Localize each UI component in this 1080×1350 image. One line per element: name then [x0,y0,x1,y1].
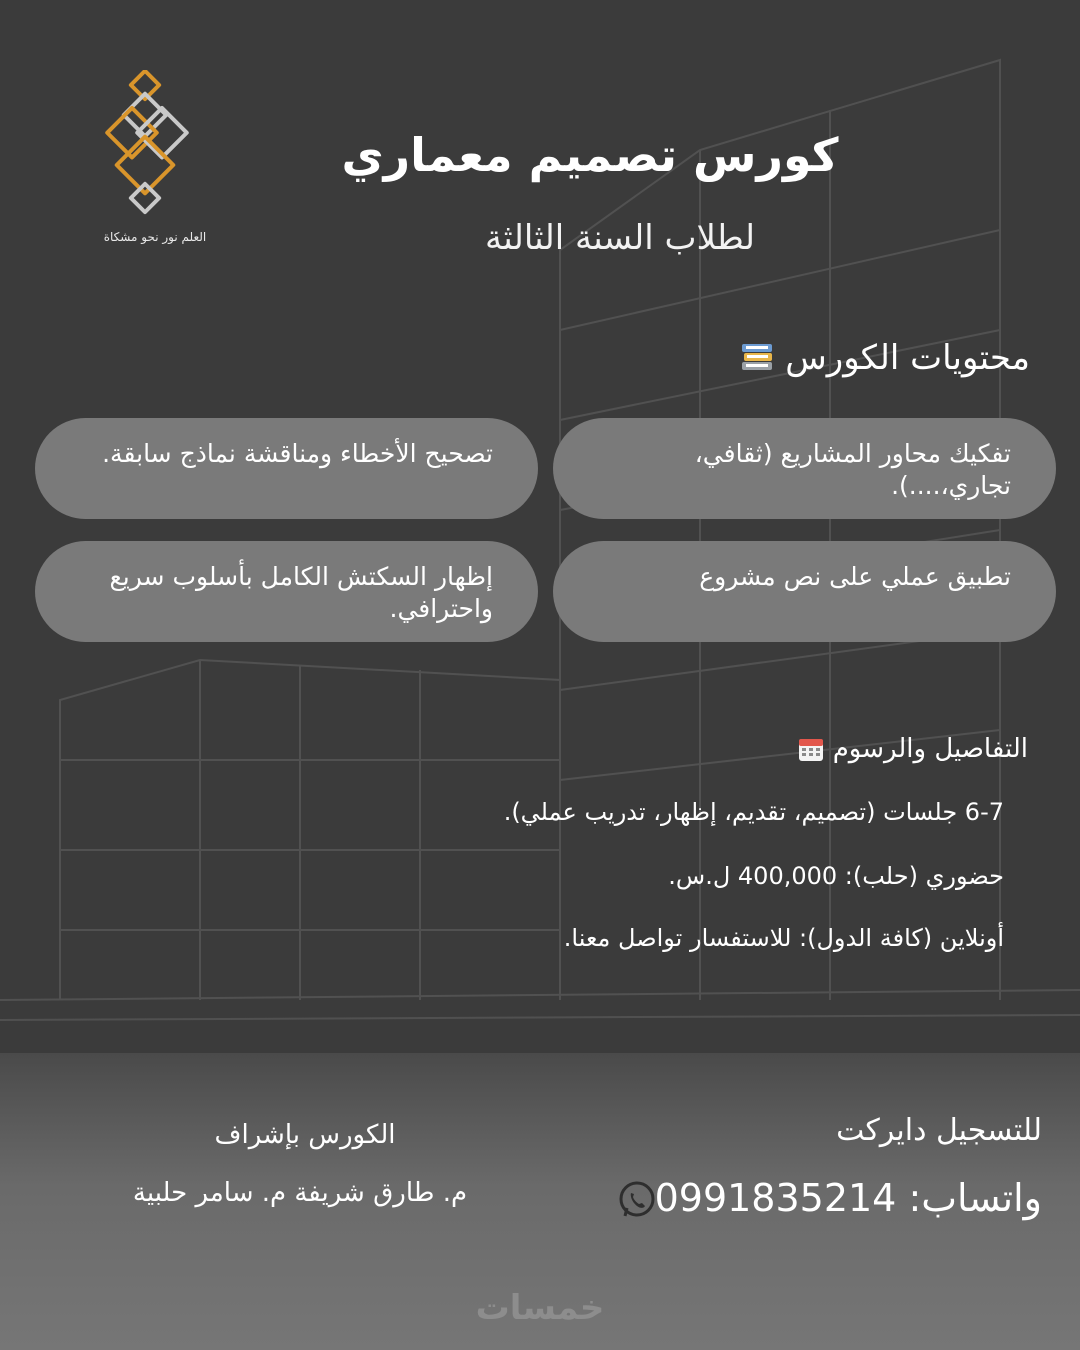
registration-title: للتسجيل دايركت [836,1113,1042,1148]
contents-section-title [739,338,1030,378]
mishkat-logo-icon [100,70,195,220]
logo-caption: العلم نور نحو مشكاة [103,230,207,244]
books-icon [739,340,775,376]
content-item-2: تصحيح الأخطاء ومناقشة نماذج سابقة. [35,418,538,519]
supervisor-names: م. طارق شريفة م. سامر حلبية [132,1178,468,1208]
course-title: كورس تصميم معماري [341,128,839,182]
khamsat-brand: خمسات [475,1288,605,1328]
details-title-text: التفاصيل والرسوم [832,734,1028,764]
details-section-title [797,734,1028,764]
detail-in-person-price: حضوري (حلب): 400,000 ل.س. [668,862,1004,890]
course-subtitle: لطلاب السنة الثالثة [484,218,756,258]
supervision-title: الكورس بإشراف [214,1120,396,1150]
content-item-1: تفكيك محاور المشاريع (ثقافي، تجاري،....). [553,418,1056,519]
whatsapp-phone[interactable]: واتساب: 0991835214 [654,1176,1042,1220]
detail-online: أونلاين (كافة الدول): للاستفسار تواصل معنا. [563,924,1004,952]
content-item-4: إظهار السكتش الكامل بأسلوب سريع واحترافي. [35,541,538,642]
contents-title-text: محتويات الكورس [785,338,1030,378]
calendar-icon [797,735,825,763]
whatsapp-icon[interactable] [617,1180,657,1220]
detail-sessions: 6-7 جلسات (تصميم، تقديم، إظهار، تدريب عملي). [503,798,1004,826]
content-item-3: تطبيق عملي على نص مشروع [553,541,1056,642]
